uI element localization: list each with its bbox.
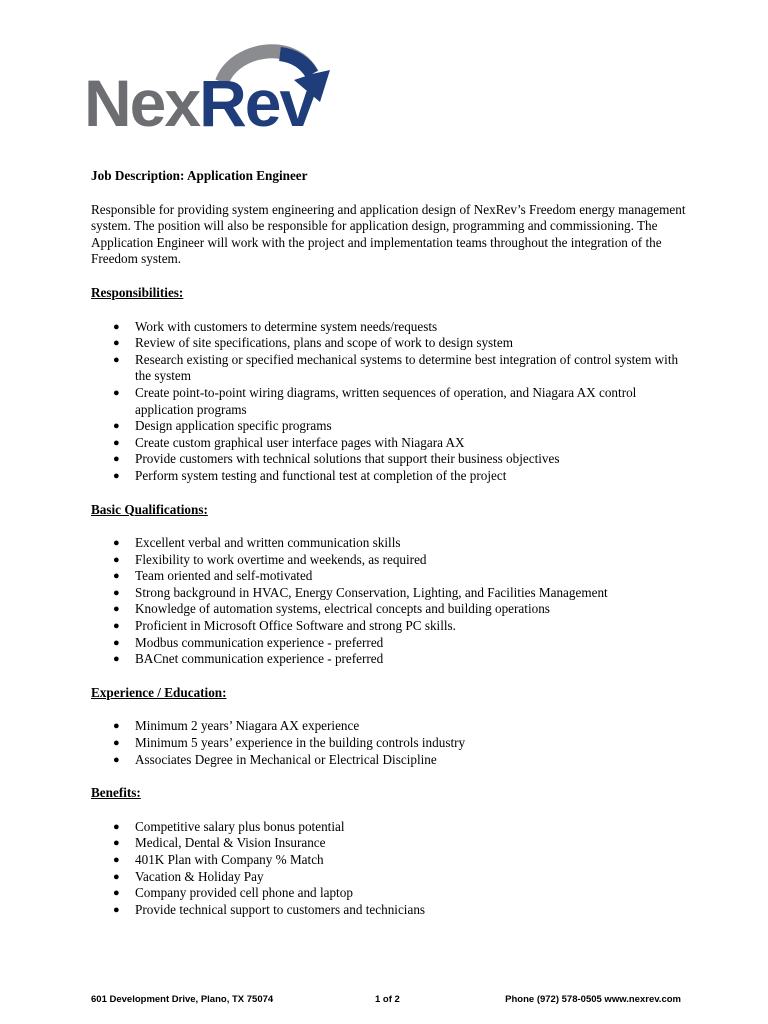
bullet-icon: ● [113, 854, 120, 866]
list-item [91, 418, 691, 435]
bullet-icon: ● [113, 903, 120, 916]
document-body [91, 168, 691, 935]
bullet-icon: ● [113, 870, 120, 883]
bullet-icon: ● [113, 320, 120, 333]
bullet-icon: ● [113, 603, 120, 616]
list-item [91, 651, 691, 668]
section-heading: Basic Qualifications: [91, 501, 208, 517]
intro-paragraph: Responsible for providing system engineering and application design of NexRev’s Freedom energy management system. The position will also be responsible for application design, programming and commissioning. The Application Engineer will work with the project and implementation teams throughout the integration of the Freedom system. [91, 201, 686, 267]
list-item [91, 718, 691, 735]
list-item [91, 435, 691, 452]
sections-container [91, 285, 691, 918]
list-item-text: Provide customers with technical solutions that support their business objectives [135, 451, 560, 467]
list-item-text: Medical, Dental & Vision Insurance [135, 835, 326, 851]
list-item [91, 319, 691, 336]
bullet-icon: ● [113, 537, 120, 550]
list-item [91, 585, 691, 602]
footer-page-number: 1 of 2 [375, 994, 400, 1005]
section-heading: Experience / Education: [91, 684, 227, 700]
bullet-icon: ● [113, 420, 120, 433]
list-item [91, 735, 691, 752]
list-item [91, 618, 691, 635]
list-item-text: Knowledge of automation systems, electrical concepts and building operations [135, 601, 550, 617]
list-item [91, 852, 691, 869]
bullet-icon: ● [113, 353, 120, 366]
list-item [91, 468, 691, 485]
bullet-icon: ● [113, 469, 120, 482]
bullet-icon: ● [113, 820, 120, 833]
list-item [91, 535, 691, 552]
company-logo [84, 40, 334, 140]
list-item [91, 601, 691, 618]
list-item-text: Excellent verbal and written communication skills [135, 535, 401, 551]
bullet-icon: ● [113, 453, 120, 466]
list-item-text: Associates Degree in Mechanical or Electrical Discipline [135, 751, 437, 767]
list-item-text: Competitive salary plus bonus potential [135, 818, 345, 834]
list-item [91, 352, 691, 385]
bullet-list [91, 319, 691, 485]
bullet-icon: ● [113, 720, 120, 733]
bullet-icon: ● [113, 586, 120, 599]
bullet-list [91, 718, 691, 768]
document-title: Job Description: Application Engineer [91, 168, 308, 183]
list-item [91, 635, 691, 652]
bullet-list [91, 535, 691, 668]
list-item-text: Team oriented and self-motivated [135, 568, 313, 584]
list-item-text: 401K Plan with Company % Match [135, 852, 324, 867]
bullet-icon: ● [113, 436, 120, 449]
list-item-text: Flexibility to work overtime and weekends, as required [135, 551, 427, 567]
bullet-icon: ● [113, 753, 120, 766]
list-item [91, 752, 691, 769]
logo-text-nex: Nex [84, 66, 200, 140]
bullet-icon: ● [113, 620, 120, 633]
list-item-text: BACnet communication experience - preferred [135, 651, 384, 667]
bullet-icon: ● [113, 887, 120, 900]
logo-wordmark [84, 66, 315, 140]
logo-text-rev: Rev [199, 66, 315, 140]
list-item [91, 835, 691, 852]
list-item-text: Modbus communication experience - preferred [135, 634, 384, 650]
bullet-icon: ● [113, 737, 120, 750]
list-item-text: Create point-to-point wiring diagrams, written sequences of operation, and Niagara AX control application programs [135, 384, 637, 417]
list-item [91, 568, 691, 585]
list-item [91, 385, 691, 418]
bullet-icon: ● [113, 337, 120, 350]
bullet-icon: ● [113, 386, 120, 399]
list-item-text: Perform system testing and functional test at completion of the project [135, 467, 507, 483]
bullet-icon: ● [113, 570, 120, 583]
list-item-text: Strong background in HVAC, Energy Conservation, Lighting, and Facilities Management [135, 584, 608, 600]
list-item [91, 869, 691, 886]
bullet-icon: ● [113, 837, 120, 850]
list-item [91, 885, 691, 902]
section-heading: Benefits: [91, 785, 141, 801]
list-item [91, 335, 691, 352]
bullet-icon: ● [113, 653, 120, 666]
footer-address: 601 Development Drive, Plano, TX 75074 [91, 994, 274, 1005]
list-item-text: Vacation & Holiday Pay [135, 868, 264, 884]
list-item-text: Minimum 5 years’ experience in the building controls industry [135, 735, 466, 751]
section-heading: Responsibilities: [91, 284, 184, 300]
list-item [91, 451, 691, 468]
list-item-text: Minimum 2 years’ Niagara AX experience [135, 718, 360, 734]
list-item-text: Design application specific programs [135, 418, 332, 434]
list-item [91, 819, 691, 836]
list-item-text: Provide technical support to customers and technicians [135, 901, 426, 917]
list-item-text: Work with customers to determine system needs/requests [135, 318, 438, 334]
bullet-icon: ● [113, 636, 120, 649]
bullet-list [91, 819, 691, 919]
list-item-text: Company provided cell phone and laptop [135, 885, 353, 901]
list-item-text: Research existing or specified mechanical systems to determine best integration of control system with the system [135, 351, 679, 384]
list-item-text: Create custom graphical user interface pages with Niagara AX [135, 434, 465, 450]
list-item [91, 902, 691, 919]
list-item [91, 552, 691, 569]
list-item-text: Review of site specifications, plans and scope of work to design system [135, 335, 513, 351]
bullet-icon: ● [113, 553, 120, 566]
list-item-text: Proficient in Microsoft Office Software and strong PC skills. [135, 618, 456, 634]
page-footer [91, 993, 681, 1007]
footer-contact: Phone (972) 578-0505 www.nexrev.com [505, 994, 681, 1005]
